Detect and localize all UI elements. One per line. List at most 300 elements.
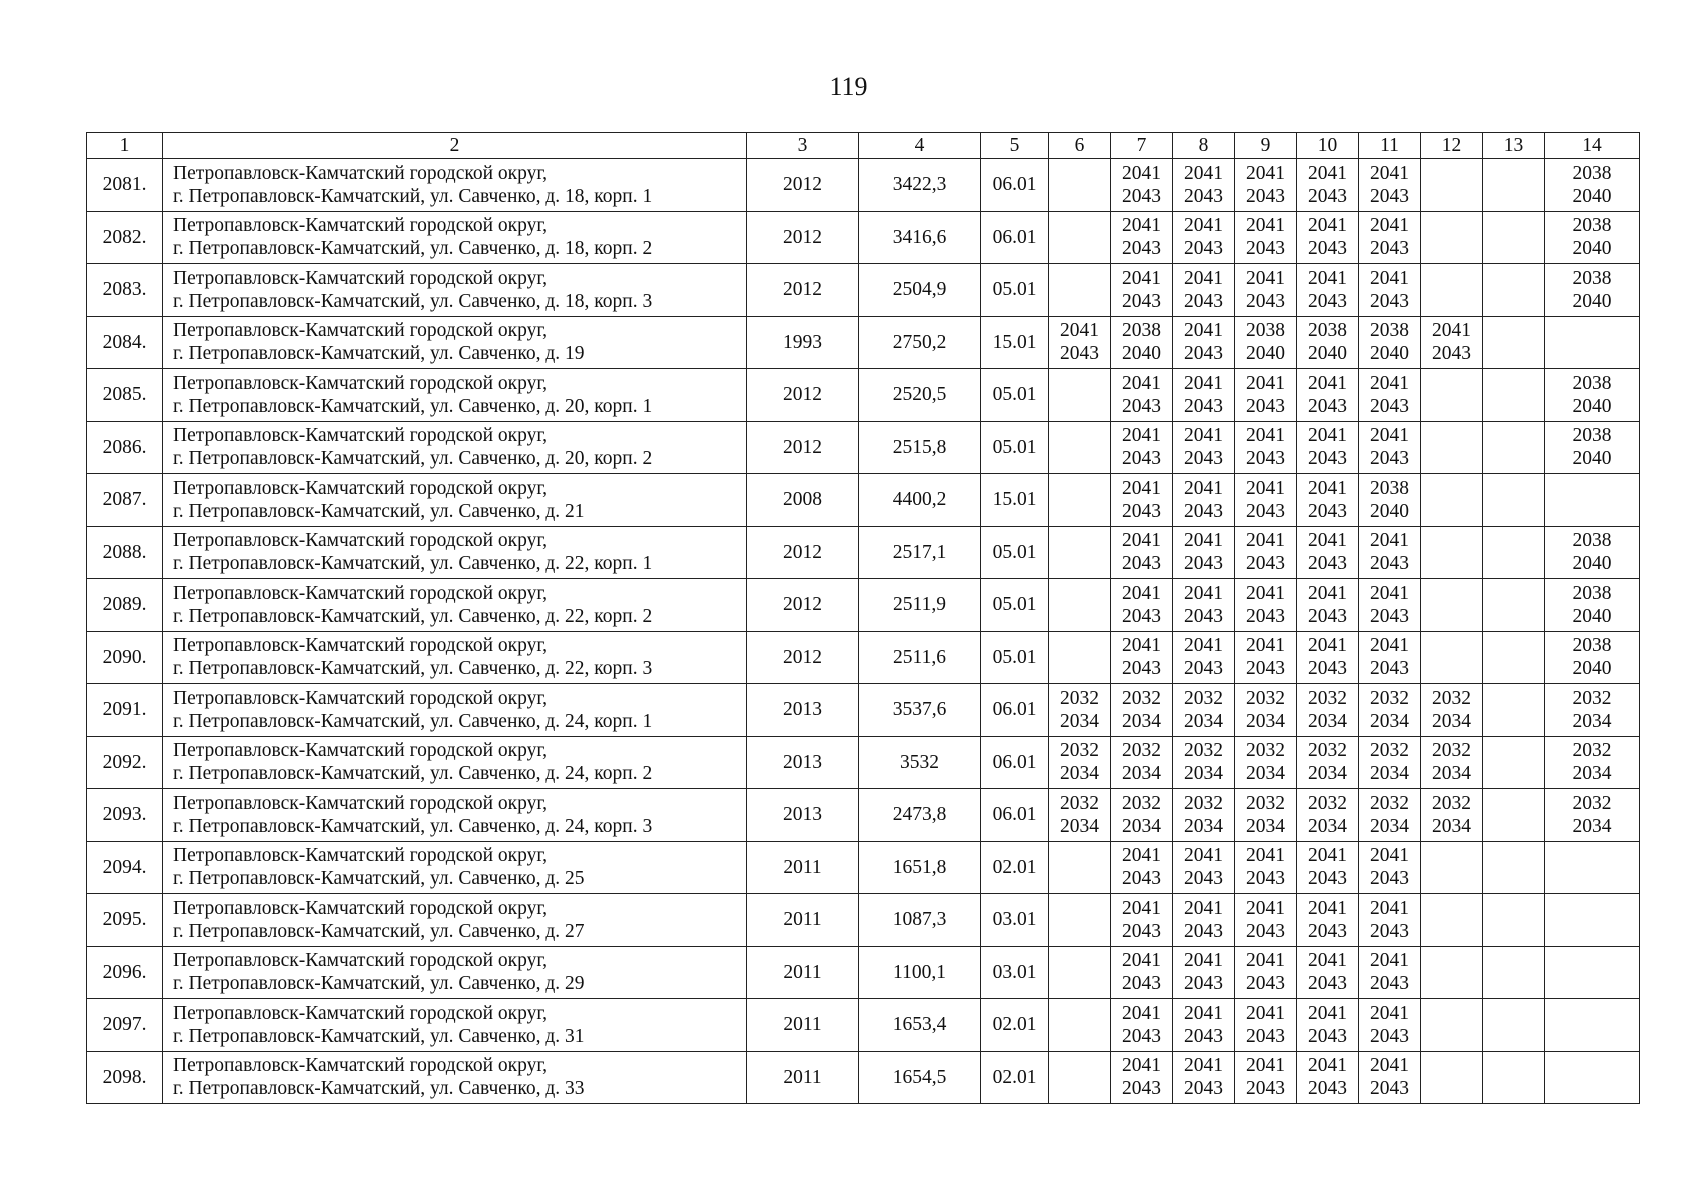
period-start-year: 2041 — [1184, 530, 1223, 552]
period-start-year: 2032 — [1184, 740, 1223, 762]
period-cell-c8 — [1173, 894, 1235, 947]
period-cell-c10 — [1297, 579, 1359, 632]
period-start-year: 2041 — [1246, 845, 1285, 867]
period-start-year: 2032 — [1572, 792, 1612, 814]
period-cell-c8 — [1173, 526, 1235, 579]
period-cell-c11 — [1359, 421, 1421, 474]
period-start-year: 2038 — [1308, 320, 1347, 342]
period-cell-c6 — [1049, 631, 1111, 684]
period-end-year: 2043 — [1122, 290, 1161, 312]
period-start-year: 2041 — [1246, 215, 1285, 237]
street-address-text: г. Петропавловск-Камчатский, ул. Савченко, д. 19 — [173, 343, 585, 365]
period-start-year: 2041 — [1246, 162, 1285, 184]
table-row — [87, 159, 1640, 212]
period-cell-c6 — [1049, 159, 1111, 212]
column-header-2: 2 — [163, 133, 747, 159]
period-start-year: 2032 — [1308, 687, 1347, 709]
period-cell-c8 — [1173, 159, 1235, 212]
period-end-year: 2040 — [1308, 343, 1347, 365]
period-end-year: 2043 — [1184, 185, 1223, 207]
period-cell-c7 — [1111, 421, 1173, 474]
period-cell-c14 — [1545, 526, 1640, 579]
period-end-year: 2040 — [1370, 500, 1409, 522]
period-end-year: 2043 — [1308, 920, 1347, 942]
street-address-text: г. Петропавловск-Камчатский, ул. Савченко, д. 24, корп. 3 — [173, 815, 653, 837]
area-cell: 1651,8 — [859, 841, 981, 894]
period-end-year: 2043 — [1122, 448, 1161, 470]
row-number-cell: 2083. — [87, 264, 163, 317]
year-cell: 2012 — [747, 159, 859, 212]
period-cell-c13 — [1483, 474, 1545, 527]
period-start-year: 2041 — [1308, 215, 1347, 237]
period-cell-c13 — [1483, 999, 1545, 1052]
period-cell-c14 — [1545, 894, 1640, 947]
period-start-year: 2038 — [1572, 372, 1612, 394]
period-end-year: 2043 — [1370, 973, 1409, 995]
period-start-year: 2032 — [1122, 792, 1161, 814]
period-cell-c8 — [1173, 421, 1235, 474]
period-end-year: 2034 — [1060, 763, 1099, 785]
area-cell: 2520,5 — [859, 369, 981, 422]
period-start-year: 2041 — [1122, 1002, 1161, 1024]
period-end-year: 2034 — [1572, 710, 1612, 732]
code-cell: 05.01 — [981, 579, 1049, 632]
period-end-year: 2043 — [1370, 290, 1409, 312]
year-cell: 2012 — [747, 369, 859, 422]
row-number-cell: 2090. — [87, 631, 163, 684]
column-header-9: 9 — [1235, 133, 1297, 159]
period-cell-c9 — [1235, 946, 1297, 999]
area-cell: 2515,8 — [859, 421, 981, 474]
period-cell-c8 — [1173, 264, 1235, 317]
period-start-year: 2041 — [1122, 530, 1161, 552]
code-cell: 02.01 — [981, 999, 1049, 1052]
period-cell-c12 — [1421, 474, 1483, 527]
period-start-year: 2041 — [1122, 950, 1161, 972]
period-cell-c8 — [1173, 369, 1235, 422]
street-address-text: г. Петропавловск-Камчатский, ул. Савченко, д. 21 — [173, 500, 585, 522]
period-cell-c13 — [1483, 159, 1545, 212]
period-end-year: 2043 — [1308, 973, 1347, 995]
row-number-cell: 2096. — [87, 946, 163, 999]
period-cell-c7 — [1111, 841, 1173, 894]
period-start-year: 2032 — [1060, 687, 1099, 709]
year-cell: 2012 — [747, 421, 859, 474]
address-cell — [163, 526, 747, 579]
period-start-year: 2032 — [1246, 740, 1285, 762]
period-cell-c13 — [1483, 946, 1545, 999]
period-end-year: 2040 — [1370, 343, 1409, 365]
row-number-cell: 2086. — [87, 421, 163, 474]
period-end-year: 2043 — [1370, 658, 1409, 680]
column-header-7: 7 — [1111, 133, 1173, 159]
address-cell — [163, 841, 747, 894]
period-start-year: 2041 — [1370, 897, 1409, 919]
period-cell-c14 — [1545, 736, 1640, 789]
period-cell-c11 — [1359, 316, 1421, 369]
period-cell-c7 — [1111, 946, 1173, 999]
address-cell — [163, 474, 747, 527]
period-cell-c10 — [1297, 789, 1359, 842]
period-start-year: 2032 — [1060, 740, 1099, 762]
year-cell: 2011 — [747, 894, 859, 947]
period-cell-c11 — [1359, 211, 1421, 264]
period-end-year: 2043 — [1246, 290, 1285, 312]
period-cell-c12 — [1421, 369, 1483, 422]
district-text: Петропавловск-Камчатский городской округ, — [173, 425, 548, 447]
period-cell-c14 — [1545, 789, 1640, 842]
street-address-text: г. Петропавловск-Камчатский, ул. Савченко, д. 22, корп. 2 — [173, 605, 653, 627]
period-cell-c11 — [1359, 526, 1421, 579]
district-text: Петропавловск-Камчатский городской округ, — [173, 897, 548, 919]
period-start-year: 2041 — [1370, 372, 1409, 394]
row-number-cell: 2089. — [87, 579, 163, 632]
table-row — [87, 999, 1640, 1052]
year-cell: 2008 — [747, 474, 859, 527]
table-row — [87, 684, 1640, 737]
column-number-header-row — [87, 133, 1640, 159]
period-end-year: 2043 — [1246, 1078, 1285, 1100]
period-end-year: 2043 — [1370, 1025, 1409, 1047]
period-end-year: 2043 — [1308, 868, 1347, 890]
period-start-year: 2041 — [1370, 1002, 1409, 1024]
period-end-year: 2043 — [1122, 553, 1161, 575]
period-cell-c13 — [1483, 684, 1545, 737]
period-start-year: 2041 — [1308, 897, 1347, 919]
column-header-14: 14 — [1545, 133, 1640, 159]
period-start-year: 2032 — [1572, 687, 1612, 709]
period-start-year: 2041 — [1184, 320, 1223, 342]
period-cell-c10 — [1297, 159, 1359, 212]
period-cell-c11 — [1359, 736, 1421, 789]
period-end-year: 2043 — [1184, 290, 1223, 312]
year-cell: 2011 — [747, 1051, 859, 1104]
period-cell-c6 — [1049, 264, 1111, 317]
period-start-year: 2041 — [1370, 267, 1409, 289]
code-cell: 03.01 — [981, 946, 1049, 999]
year-cell: 2012 — [747, 579, 859, 632]
period-cell-c7 — [1111, 1051, 1173, 1104]
period-start-year: 2041 — [1370, 635, 1409, 657]
table-row — [87, 526, 1640, 579]
row-number-cell: 2084. — [87, 316, 163, 369]
period-end-year: 2043 — [1308, 1078, 1347, 1100]
period-start-year: 2032 — [1308, 792, 1347, 814]
period-start-year: 2041 — [1246, 530, 1285, 552]
period-end-year: 2043 — [1184, 1078, 1223, 1100]
period-start-year: 2041 — [1184, 425, 1223, 447]
district-text: Петропавловск-Камчатский городской округ, — [173, 372, 548, 394]
period-end-year: 2043 — [1122, 920, 1161, 942]
code-cell: 03.01 — [981, 894, 1049, 947]
period-end-year: 2043 — [1370, 185, 1409, 207]
street-address-text: г. Петропавловск-Камчатский, ул. Савченко, д. 24, корп. 1 — [173, 710, 653, 732]
street-address-text: г. Петропавловск-Камчатский, ул. Савченко, д. 25 — [173, 868, 585, 890]
period-cell-c8 — [1173, 841, 1235, 894]
period-start-year: 2041 — [1184, 162, 1223, 184]
code-cell: 05.01 — [981, 631, 1049, 684]
period-start-year: 2038 — [1572, 425, 1612, 447]
period-cell-c11 — [1359, 264, 1421, 317]
period-cell-c14 — [1545, 159, 1640, 212]
period-end-year: 2040 — [1572, 238, 1612, 260]
period-end-year: 2040 — [1572, 658, 1612, 680]
column-header-4: 4 — [859, 133, 981, 159]
code-cell: 06.01 — [981, 211, 1049, 264]
period-cell-c7 — [1111, 264, 1173, 317]
period-cell-c11 — [1359, 579, 1421, 632]
period-cell-c14 — [1545, 999, 1640, 1052]
code-cell: 05.01 — [981, 526, 1049, 579]
period-end-year: 2034 — [1308, 710, 1347, 732]
column-header-8: 8 — [1173, 133, 1235, 159]
column-header-5: 5 — [981, 133, 1049, 159]
district-text: Петропавловск-Камчатский городской округ, — [173, 792, 548, 814]
period-end-year: 2040 — [1572, 553, 1612, 575]
period-end-year: 2040 — [1572, 185, 1612, 207]
period-end-year: 2034 — [1308, 815, 1347, 837]
period-cell-c7 — [1111, 316, 1173, 369]
period-cell-c6 — [1049, 789, 1111, 842]
column-header-6: 6 — [1049, 133, 1111, 159]
period-end-year: 2034 — [1432, 710, 1471, 732]
row-number-cell: 2091. — [87, 684, 163, 737]
period-cell-c12 — [1421, 1051, 1483, 1104]
area-cell: 1653,4 — [859, 999, 981, 1052]
period-end-year: 2043 — [1184, 395, 1223, 417]
period-cell-c12 — [1421, 526, 1483, 579]
period-start-year: 2041 — [1308, 1002, 1347, 1024]
period-end-year: 2043 — [1308, 238, 1347, 260]
district-text: Петропавловск-Камчатский городской округ, — [173, 530, 548, 552]
period-end-year: 2043 — [1184, 500, 1223, 522]
code-cell: 02.01 — [981, 841, 1049, 894]
area-cell: 4400,2 — [859, 474, 981, 527]
period-cell-c7 — [1111, 474, 1173, 527]
address-cell — [163, 789, 747, 842]
period-end-year: 2043 — [1122, 605, 1161, 627]
period-end-year: 2034 — [1246, 815, 1285, 837]
period-end-year: 2043 — [1432, 343, 1471, 365]
period-start-year: 2041 — [1246, 267, 1285, 289]
row-number-cell: 2092. — [87, 736, 163, 789]
district-text: Петропавловск-Камчатский городской округ, — [173, 687, 548, 709]
period-cell-c14 — [1545, 1051, 1640, 1104]
street-address-text: г. Петропавловск-Камчатский, ул. Савченко, д. 24, корп. 2 — [173, 763, 653, 785]
code-cell: 06.01 — [981, 736, 1049, 789]
period-cell-c12 — [1421, 316, 1483, 369]
period-end-year: 2043 — [1370, 920, 1409, 942]
area-cell: 2511,9 — [859, 579, 981, 632]
row-number-cell: 2087. — [87, 474, 163, 527]
period-end-year: 2043 — [1184, 343, 1223, 365]
year-cell: 2013 — [747, 789, 859, 842]
row-number-cell: 2088. — [87, 526, 163, 579]
period-end-year: 2043 — [1184, 1025, 1223, 1047]
period-cell-c13 — [1483, 264, 1545, 317]
period-cell-c11 — [1359, 946, 1421, 999]
period-cell-c10 — [1297, 894, 1359, 947]
period-start-year: 2041 — [1246, 477, 1285, 499]
table-row — [87, 211, 1640, 264]
period-start-year: 2041 — [1308, 530, 1347, 552]
street-address-text: г. Петропавловск-Камчатский, ул. Савченко, д. 27 — [173, 920, 585, 942]
period-cell-c9 — [1235, 789, 1297, 842]
period-cell-c8 — [1173, 579, 1235, 632]
period-end-year: 2034 — [1432, 815, 1471, 837]
period-end-year: 2043 — [1122, 868, 1161, 890]
period-cell-c12 — [1421, 736, 1483, 789]
period-cell-c12 — [1421, 159, 1483, 212]
period-start-year: 2041 — [1308, 950, 1347, 972]
period-cell-c6 — [1049, 894, 1111, 947]
address-cell — [163, 159, 747, 212]
period-cell-c6 — [1049, 1051, 1111, 1104]
table-row — [87, 421, 1640, 474]
period-end-year: 2043 — [1184, 605, 1223, 627]
period-cell-c10 — [1297, 421, 1359, 474]
area-cell: 2750,2 — [859, 316, 981, 369]
table-row — [87, 369, 1640, 422]
area-cell: 3537,6 — [859, 684, 981, 737]
period-start-year: 2041 — [1308, 477, 1347, 499]
address-cell — [163, 369, 747, 422]
period-cell-c10 — [1297, 684, 1359, 737]
area-cell: 2511,6 — [859, 631, 981, 684]
period-start-year: 2041 — [1308, 845, 1347, 867]
period-cell-c11 — [1359, 159, 1421, 212]
period-cell-c6 — [1049, 579, 1111, 632]
period-cell-c14 — [1545, 316, 1640, 369]
period-end-year: 2034 — [1246, 710, 1285, 732]
period-cell-c11 — [1359, 999, 1421, 1052]
address-cell — [163, 1051, 747, 1104]
period-cell-c14 — [1545, 264, 1640, 317]
period-cell-c9 — [1235, 369, 1297, 422]
period-end-year: 2043 — [1246, 1025, 1285, 1047]
row-number-cell: 2094. — [87, 841, 163, 894]
period-cell-c7 — [1111, 789, 1173, 842]
street-address-text: г. Петропавловск-Камчатский, ул. Савченко, д. 20, корп. 2 — [173, 448, 653, 470]
period-cell-c10 — [1297, 1051, 1359, 1104]
address-cell — [163, 421, 747, 474]
period-end-year: 2043 — [1308, 185, 1347, 207]
district-text: Петропавловск-Камчатский городской округ, — [173, 267, 548, 289]
street-address-text: г. Петропавловск-Камчатский, ул. Савченко, д. 31 — [173, 1025, 585, 1047]
period-cell-c6 — [1049, 841, 1111, 894]
period-start-year: 2041 — [1308, 267, 1347, 289]
period-cell-c10 — [1297, 736, 1359, 789]
period-cell-c10 — [1297, 264, 1359, 317]
table-row — [87, 736, 1640, 789]
period-cell-c8 — [1173, 684, 1235, 737]
period-end-year: 2034 — [1370, 815, 1409, 837]
period-end-year: 2040 — [1572, 290, 1612, 312]
period-start-year: 2041 — [1246, 425, 1285, 447]
period-end-year: 2034 — [1308, 763, 1347, 785]
address-cell — [163, 999, 747, 1052]
period-cell-c7 — [1111, 211, 1173, 264]
code-cell: 06.01 — [981, 789, 1049, 842]
period-cell-c13 — [1483, 841, 1545, 894]
period-start-year: 2041 — [1370, 162, 1409, 184]
year-cell: 1993 — [747, 316, 859, 369]
period-end-year: 2040 — [1572, 605, 1612, 627]
period-start-year: 2041 — [1308, 425, 1347, 447]
period-cell-c9 — [1235, 631, 1297, 684]
period-cell-c9 — [1235, 894, 1297, 947]
street-address-text: г. Петропавловск-Камчатский, ул. Савченко, д. 33 — [173, 1078, 585, 1100]
period-end-year: 2043 — [1308, 658, 1347, 680]
period-cell-c7 — [1111, 999, 1173, 1052]
period-start-year: 2041 — [1122, 267, 1161, 289]
district-text: Петропавловск-Камчатский городской округ, — [173, 215, 548, 237]
period-start-year: 2038 — [1572, 530, 1612, 552]
period-start-year: 2038 — [1370, 477, 1409, 499]
period-cell-c7 — [1111, 684, 1173, 737]
period-end-year: 2043 — [1308, 1025, 1347, 1047]
table-row — [87, 316, 1640, 369]
street-address-text: г. Петропавловск-Камчатский, ул. Савченко, д. 18, корп. 3 — [173, 290, 653, 312]
period-start-year: 2041 — [1308, 1055, 1347, 1077]
address-cell — [163, 631, 747, 684]
year-cell: 2012 — [747, 526, 859, 579]
period-cell-c13 — [1483, 894, 1545, 947]
period-start-year: 2041 — [1246, 635, 1285, 657]
period-end-year: 2043 — [1184, 553, 1223, 575]
period-cell-c10 — [1297, 369, 1359, 422]
period-start-year: 2041 — [1308, 635, 1347, 657]
period-end-year: 2043 — [1184, 920, 1223, 942]
period-start-year: 2041 — [1246, 897, 1285, 919]
period-cell-c6 — [1049, 316, 1111, 369]
period-start-year: 2041 — [1370, 582, 1409, 604]
period-end-year: 2034 — [1060, 710, 1099, 732]
period-end-year: 2034 — [1370, 763, 1409, 785]
period-cell-c10 — [1297, 526, 1359, 579]
period-end-year: 2040 — [1122, 343, 1161, 365]
period-end-year: 2043 — [1246, 973, 1285, 995]
period-start-year: 2041 — [1122, 845, 1161, 867]
period-start-year: 2038 — [1572, 162, 1612, 184]
street-address-text: г. Петропавловск-Камчатский, ул. Савченко, д. 22, корп. 1 — [173, 553, 653, 575]
period-start-year: 2041 — [1432, 320, 1471, 342]
row-number-cell: 2098. — [87, 1051, 163, 1104]
address-cell — [163, 316, 747, 369]
period-cell-c13 — [1483, 579, 1545, 632]
housing-register-table — [86, 132, 1640, 1104]
period-start-year: 2041 — [1246, 1002, 1285, 1024]
period-start-year: 2041 — [1370, 530, 1409, 552]
period-cell-c13 — [1483, 421, 1545, 474]
period-cell-c6 — [1049, 736, 1111, 789]
table-row — [87, 579, 1640, 632]
year-cell: 2011 — [747, 946, 859, 999]
period-start-year: 2041 — [1122, 897, 1161, 919]
period-cell-c8 — [1173, 211, 1235, 264]
year-cell: 2011 — [747, 999, 859, 1052]
period-start-year: 2041 — [1122, 215, 1161, 237]
period-start-year: 2041 — [1246, 1055, 1285, 1077]
period-cell-c9 — [1235, 579, 1297, 632]
period-start-year: 2041 — [1122, 1055, 1161, 1077]
table-row — [87, 264, 1640, 317]
table-row — [87, 1051, 1640, 1104]
period-end-year: 2034 — [1122, 710, 1161, 732]
period-start-year: 2041 — [1370, 215, 1409, 237]
period-end-year: 2043 — [1246, 605, 1285, 627]
period-start-year: 2041 — [1308, 582, 1347, 604]
